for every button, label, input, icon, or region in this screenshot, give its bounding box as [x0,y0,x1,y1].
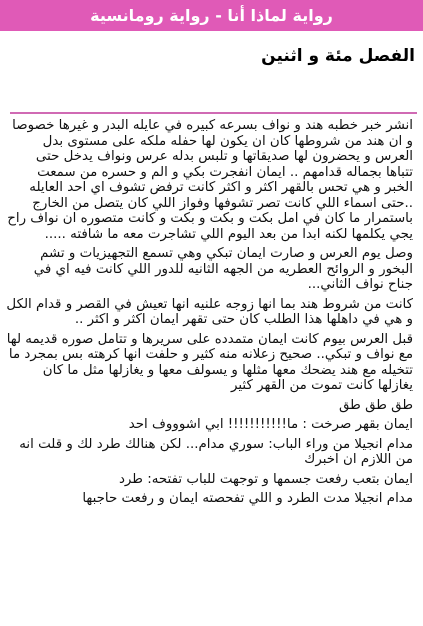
story-text [6,118,413,511]
app-header [0,0,423,31]
divider [10,112,417,114]
app-title: رواية لماذا أنا - رواية رومانسية [90,6,333,25]
chapter-title: الفصل مئة و اثنين [261,46,415,66]
paragraph: قبل العرس بيوم كانت ايمان متمدده على سريرها و تتامل صوره قديمه لها مع نواف و تبكي.. صحيح زعلانه منه كثير و حلفت انها كرهته بس بمجرد ما تتخيله مع هند يضحك معها مثلها و يسولف معها و يغازلها مثل ما كان يغازلها كانت تموت من القهر كثير [6,331,413,393]
paragraph: وصل يوم العرس و صارت ايمان تبكي وهي تسمع التجهيزيات و تشم البخور و الروائح العطريه من الجهه الثانيه للدور اللي كانت فيه اي في جناح نواف الثاني... [33,246,413,292]
paragraph: مدام انجيلا من وراء الباب: سوري مدام... لكن هنالك طرد لك و قلت انه من اللازم ان اخبرك [19,436,413,467]
paragraph: كانت من شروط هند بما انها زوجه علنيه انها تعيش في القصر و قدام الكل و هي في داهلها هذا الطلب كان حتى تقهر ايمان اكثر و اكثر .. [6,296,413,327]
paragraph: ايمان بقهر صرخت : ما!!!!!!!!!!! ابي اشوووف احد [128,417,413,432]
paragraph: مدام انجيلا مدت الطرد و اللي تفحصته ايمان و رفعت حاجبها [82,491,413,506]
paragraph: طق طق طق [339,397,413,413]
paragraph: ايمان بتعب رفعت جسمها و توجهت للباب تفتحه: طرد [118,471,413,487]
paragraph: انشر خبر خطبه هند و نواف بسرعه كبيره في عايله البدر و غيرها خصوصا و ان هند من شروطها كان ان يكون لها حفله ملكه على مستوى بدل العرس و يحضرون لها صديقاتها و تلبس بدله عرس ونواف يدخل حتى تتباها بجماله قدامهم .. ايمان انفجرت بكي و الم و حسره من سمعت الخبر و هي تحس بالقهر اكثر و اكثر كانت ترفض تشوف اي احد العايله ..حتى اسماء اللي كانت تصر تشوفها وفواز اللي كان يتصل من الخارج باستمرار ما كان في امل بكت و بكت و بكت و كانت متصوره ان نواف راح يجي يكلمها لكنه ابدا من بعد اليوم اللي تشاجرت معه ما شافته ..... [7,118,413,242]
